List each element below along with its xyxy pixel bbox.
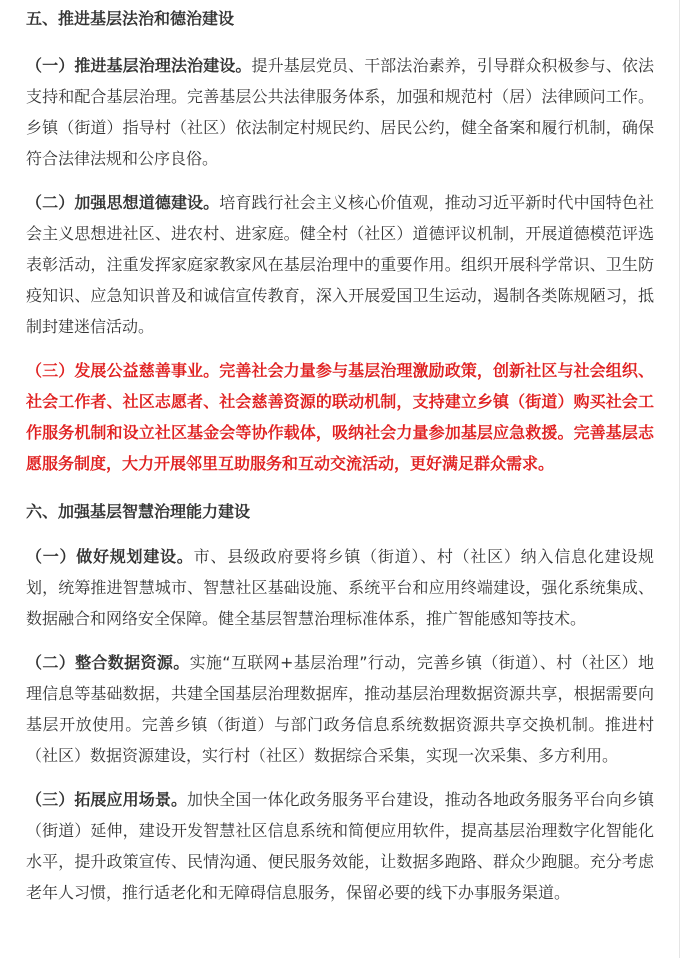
paragraph-text: 培育践行社会主义核心价值观，推动习近平新时代中国特色社会主义思想进社区、进农村、进家庭。健全村（社区）道德评议机制，开展道德模范评选表彰活动，注重发挥家庭家教家风在基层治理中的重要作用。组织开展科学常识、卫生防疫知识、应急知识普及和诚信宣传教育，深入开展爱国卫生运动，遏制各类陈规陋习，抵制封建迷信活动。	[26, 193, 654, 336]
section-heading-6: 六、加强基层智慧治理能力建设	[26, 502, 251, 521]
paragraph-6-3	[26, 784, 654, 908]
paragraph-text: 加快全国一体化政务服务平台建设，推动各地政务服务平台向乡镇（街道）延伸，建设开发智慧社区信息系统和简便应用软件，提高基层治理数字化智能化水平，提升政策宣传、民情沟通、便民服务效能，让数据多跑路、群众少跑腿。充分考虑老年人习惯，推行适老化和无障碍信息服务，保留必要的线下办事服务渠道。	[26, 790, 654, 902]
paragraph-lead: （二）整合数据资源。	[26, 653, 190, 672]
section-heading-5: 五、推进基层法治和德治建设	[26, 9, 235, 28]
paragraph-lead: （一）做好规划建设。	[26, 547, 194, 566]
paragraph-5-2	[26, 187, 654, 342]
paragraph-lead: （二）加强思想道德建设。	[26, 193, 220, 212]
paragraph-text: 市、县级政府要将乡镇（街道）、村（社区）纳入信息化建设规划，统筹推进智慧城市、智慧社区基础设施、系统平台和应用终端建设，强化系统集成、数据融合和网络安全保障。健全基层智慧治理标准体系，推广智能感知等技术。	[26, 547, 654, 628]
paragraph-6-1	[26, 541, 654, 634]
paragraph-lead: （一）推进基层治理法治建设。	[26, 56, 252, 75]
paragraph-text: 提升基层党员、干部法治素养，引导群众积极参与、依法支持和配合基层治理。完善基层公共法律服务体系，加强和规范村（居）法律顾问工作。乡镇（街道）指导村（社区）依法制定村规民约、居民公约，健全备案和履行机制，确保符合法律法规和公序良俗。	[26, 56, 654, 168]
paragraph-lead: （三）发展公益慈善事业。	[26, 361, 220, 380]
paragraph-text: 实施“互联网+基层治理”行动，完善乡镇（街道）、村（社区）地理信息等基础数据，共建全国基层治理数据库，推动基层治理数据资源共享，根据需要向基层开放使用。完善乡镇（街道）与部门政务信息系统数据资源共享交换机制。推进村（社区）数据资源建设，实行村（社区）数据综合采集，实现一次采集、多方利用。	[26, 653, 654, 765]
paragraph-text: 完善社会力量参与基层治理激励政策，创新社区与社会组织、社会工作者、社区志愿者、社会慈善资源的联动机制，支持建立乡镇（街道）购买社会工作服务机制和设立社区基金会等协作载体，吸纳社会力量参加基层应急救援。完善基层志愿服务制度，大力开展邻里互助服务和互动交流活动，更好满足群众需求。	[26, 361, 654, 473]
paragraph-lead: （三）拓展应用场景。	[26, 790, 188, 809]
paragraph-6-2	[26, 647, 654, 771]
paragraph-5-1	[26, 50, 654, 174]
paragraph-5-3-highlighted	[26, 355, 654, 479]
document-body	[26, 0, 654, 908]
